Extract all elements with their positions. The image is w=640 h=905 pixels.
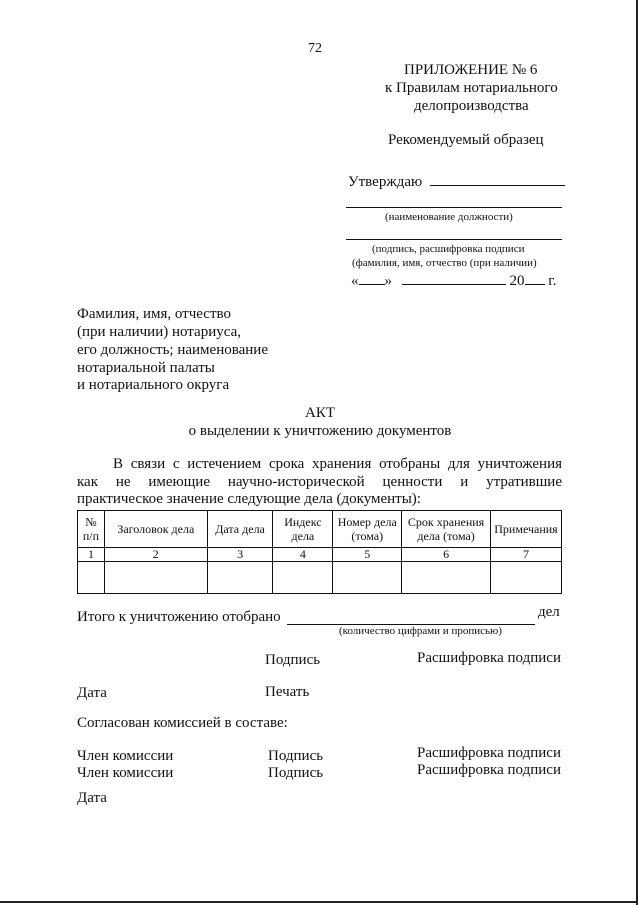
col-number-6: 6 <box>402 548 491 562</box>
date-month-blank <box>402 270 506 285</box>
approve-blank <box>430 171 565 186</box>
table-cell <box>104 562 207 594</box>
header-title: Заголовок дела <box>104 511 207 548</box>
page-border-bottom <box>0 901 638 903</box>
signature-caption-2: (фамилия, имя, отчество (при наличии) <box>352 257 537 269</box>
intro-line-1: В связи с истечением срока хранения отобраны для уничтожения <box>113 456 562 472</box>
table-cell <box>333 562 402 594</box>
intro-line-3: практическое значение следующие дела (документы): <box>77 491 421 507</box>
page-border-right <box>636 0 638 905</box>
date-year-prefix: 20 <box>509 273 525 289</box>
notary-line-1: Фамилия, имя, отчество <box>77 306 231 322</box>
table-cell <box>273 562 333 594</box>
commission-signature-2: Подпись <box>268 765 324 781</box>
table-number-row <box>78 548 562 562</box>
header-number: № п/п <box>78 511 105 548</box>
table-header-row <box>78 511 562 548</box>
notary-line-5: и нотариального округа <box>77 377 230 393</box>
commission-date: Дата <box>77 790 107 806</box>
documents-table <box>77 510 562 594</box>
signature-line <box>346 239 562 240</box>
page-number: 72 <box>308 41 322 56</box>
total-suffix: дел <box>538 604 560 620</box>
col-number-4: 4 <box>273 548 333 562</box>
commission-decoding-2: Расшифровка подписи <box>417 762 561 778</box>
total-caption: (количество цифрами и прописью) <box>339 625 502 637</box>
col-number-1: 1 <box>78 548 105 562</box>
col-number-7: 7 <box>490 548 561 562</box>
header-date: Дата дела <box>207 511 273 548</box>
header-case-number: Номер дела (тома) <box>333 511 402 548</box>
total-label: Итого к уничтожению отобрано <box>77 609 281 625</box>
act-subtitle: о выделении к уничтожению документов <box>188 423 452 439</box>
table-cell <box>490 562 561 594</box>
date-label: Дата <box>77 685 107 701</box>
commission-member-1: Член комиссии <box>77 748 174 764</box>
date-day-blank <box>359 270 385 285</box>
intro-line-2: как не имеющие научно-исторической ценности и утратившие <box>77 474 562 490</box>
notary-line-3: его должность; наименование <box>77 342 268 358</box>
position-caption: (наименование должности) <box>385 211 513 223</box>
signature-label: Подпись <box>265 652 321 668</box>
appendix-title: ПРИЛОЖЕНИЕ № 6 <box>404 62 538 78</box>
notary-line-2: (при наличии) нотариуса, <box>77 324 241 340</box>
table-cell <box>402 562 491 594</box>
appendix-line-2: делопроизводства <box>414 98 529 114</box>
commission-decoding-1: Расшифровка подписи <box>417 745 561 761</box>
act-title: АКТ <box>305 405 335 421</box>
col-number-5: 5 <box>333 548 402 562</box>
header-notes: Примечания <box>490 511 561 548</box>
appendix-line-1: к Правилам нотариального <box>385 80 558 96</box>
signature-caption-1: (подпись, расшифровка подписи <box>372 243 525 255</box>
header-storage-period: Срок хранения дела (тома) <box>402 511 491 548</box>
signature-decoding: Расшифровка подписи <box>417 650 561 666</box>
recommended-sample: Рекомендуемый образец <box>388 132 544 148</box>
date-year-blank <box>525 270 545 285</box>
col-number-2: 2 <box>104 548 207 562</box>
table-cell <box>207 562 273 594</box>
notary-line-4: нотариальной палаты <box>77 360 215 376</box>
commission-signature-1: Подпись <box>268 748 324 764</box>
table-cell <box>78 562 105 594</box>
commission-agreed: Согласован комиссией в составе: <box>77 715 288 731</box>
date-year-suffix: г. <box>548 273 557 289</box>
approve-label <box>348 171 565 191</box>
approve-date <box>351 270 556 290</box>
approve-text: Утверждаю <box>348 174 423 190</box>
position-line <box>346 207 562 208</box>
date-open-quote: « <box>351 273 359 289</box>
seal-label: Печать <box>265 684 310 700</box>
commission-member-2: Член комиссии <box>77 765 174 781</box>
header-index: Индекс дела <box>273 511 333 548</box>
date-close-quote: » <box>384 273 392 289</box>
table-row <box>78 562 562 594</box>
col-number-3: 3 <box>207 548 273 562</box>
